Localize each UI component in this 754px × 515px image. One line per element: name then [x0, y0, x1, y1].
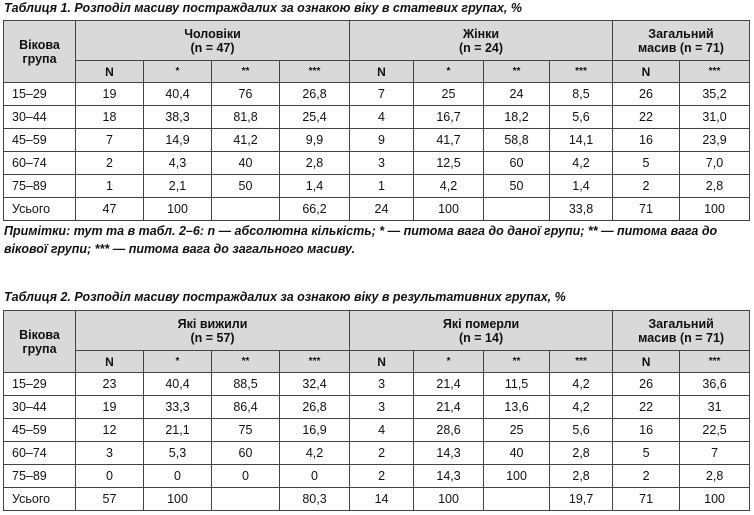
table-row	[4, 465, 750, 488]
table-cell: 50	[212, 175, 280, 198]
men-header: Чоловіки (n = 47)	[76, 21, 350, 61]
table-cell: 18,2	[484, 106, 550, 129]
table-cell: 26,8	[280, 83, 350, 106]
table-cell: 100	[680, 488, 750, 511]
table-cell: 8,5	[550, 83, 613, 106]
table-cell: 38,3	[144, 106, 212, 129]
age-group-cell: 30–44	[4, 106, 76, 129]
table-cell: 25	[484, 419, 550, 442]
table-cell: 100	[680, 198, 750, 221]
total-header: Загальний масив (n = 71)	[613, 311, 750, 351]
subheader-cell: ***	[280, 351, 350, 373]
age-by-sex-table	[3, 20, 750, 221]
table-cell: 3	[76, 442, 144, 465]
table1-caption: Таблиця 1. Розподіл масиву постраждалих за ознакою віку в статевих групах, %	[4, 1, 522, 15]
table-cell: 4,2	[414, 175, 484, 198]
table-cell: 14,3	[414, 465, 484, 488]
table-cell	[212, 198, 280, 221]
subheader-cell: ***	[550, 61, 613, 83]
table-cell: 4	[350, 419, 414, 442]
table-cell: 5,6	[550, 419, 613, 442]
table-cell: 7,0	[680, 152, 750, 175]
table-cell: 5	[613, 442, 680, 465]
table-cell: 81,8	[212, 106, 280, 129]
subheader-cell: N	[613, 351, 680, 373]
age-group-cell: 60–74	[4, 152, 76, 175]
subheader-cell: ***	[680, 351, 750, 373]
table-cell: 4,2	[550, 373, 613, 396]
table-cell	[484, 488, 550, 511]
table-cell: 19	[76, 83, 144, 106]
table-cell: 0	[76, 465, 144, 488]
table-cell: 22	[613, 396, 680, 419]
table-cell: 16	[613, 419, 680, 442]
table-cell: 7	[350, 83, 414, 106]
table-cell: 24	[484, 83, 550, 106]
table-cell: 57	[76, 488, 144, 511]
table-cell: 60	[212, 442, 280, 465]
table-cell: 14,3	[414, 442, 484, 465]
age-group-cell: 75–89	[4, 465, 76, 488]
women-header: Жінки (n = 24)	[350, 21, 613, 61]
table-cell: 32,4	[280, 373, 350, 396]
table-row	[4, 129, 750, 152]
table-cell: 14	[350, 488, 414, 511]
table-cell: 76	[212, 83, 280, 106]
subheader-row	[4, 351, 750, 373]
table-cell: 26,8	[280, 396, 350, 419]
table-cell: 100	[484, 465, 550, 488]
total-header: Загальний масив (n = 71)	[613, 21, 750, 61]
table-cell: 2,1	[144, 175, 212, 198]
table-cell: 40	[484, 442, 550, 465]
table-cell: 7	[76, 129, 144, 152]
table-cell: 19,7	[550, 488, 613, 511]
table-cell	[484, 198, 550, 221]
table-cell: 19	[76, 396, 144, 419]
table-cell: 75	[212, 419, 280, 442]
table-cell: 35,2	[680, 83, 750, 106]
table-cell: 41,7	[414, 129, 484, 152]
table-cell: 9	[350, 129, 414, 152]
table-cell: 25,4	[280, 106, 350, 129]
table-cell: 50	[484, 175, 550, 198]
table-cell: 16	[613, 129, 680, 152]
table-cell: 3	[350, 396, 414, 419]
subheader-cell: N	[350, 351, 414, 373]
table-row	[4, 175, 750, 198]
table-cell: 1,4	[280, 175, 350, 198]
table-cell: 26	[613, 83, 680, 106]
table-row	[4, 83, 750, 106]
table-cell: 2,8	[680, 465, 750, 488]
table-row	[4, 488, 750, 511]
table-cell: 0	[212, 465, 280, 488]
table-cell: 9,9	[280, 129, 350, 152]
subheader-cell: *	[144, 61, 212, 83]
table-cell: 4,2	[550, 152, 613, 175]
age-group-cell: 15–29	[4, 83, 76, 106]
age-group-cell: 60–74	[4, 442, 76, 465]
table-cell: 2	[613, 465, 680, 488]
table-cell: 2	[613, 175, 680, 198]
table-cell: 4,2	[280, 442, 350, 465]
table-cell: 33,3	[144, 396, 212, 419]
subheader-cell: N	[76, 61, 144, 83]
table-cell: 1	[76, 175, 144, 198]
table-cell: 14,9	[144, 129, 212, 152]
table-cell: 2,8	[280, 152, 350, 175]
table-cell: 12,5	[414, 152, 484, 175]
age-group-cell: Усього	[4, 198, 76, 221]
table-cell: 4,3	[144, 152, 212, 175]
table-cell: 71	[613, 198, 680, 221]
table-row	[4, 152, 750, 175]
subheader-cell: **	[484, 61, 550, 83]
age-group-cell: 75–89	[4, 175, 76, 198]
table-cell: 5,6	[550, 106, 613, 129]
age-group-header: Вікова група	[4, 21, 76, 83]
table-cell: 100	[414, 198, 484, 221]
subheader-cell: **	[212, 351, 280, 373]
age-group-cell: 45–59	[4, 419, 76, 442]
table-cell: 22,5	[680, 419, 750, 442]
table2-caption: Таблиця 2. Розподіл масиву постраждалих за ознакою віку в результативних групах, %	[4, 290, 566, 304]
table-cell: 13,6	[484, 396, 550, 419]
table-cell: 80,3	[280, 488, 350, 511]
table-cell: 1,4	[550, 175, 613, 198]
table-cell: 31,0	[680, 106, 750, 129]
table-cell: 100	[414, 488, 484, 511]
table-cell: 41,2	[212, 129, 280, 152]
table-cell: 16,7	[414, 106, 484, 129]
subheader-cell: *	[414, 351, 484, 373]
table-cell: 4,2	[550, 396, 613, 419]
subheader-cell: *	[144, 351, 212, 373]
table-cell: 25	[414, 83, 484, 106]
table-cell: 2	[350, 465, 414, 488]
age-group-header: Вікова група	[4, 311, 76, 373]
table-row	[4, 396, 750, 419]
subheader-cell: N	[613, 61, 680, 83]
table-cell: 66,2	[280, 198, 350, 221]
table-cell: 3	[350, 152, 414, 175]
table-cell: 100	[144, 488, 212, 511]
table-cell: 0	[144, 465, 212, 488]
table-cell: 21,1	[144, 419, 212, 442]
subheader-row	[4, 61, 750, 83]
table-cell: 40	[212, 152, 280, 175]
subheader-cell: ***	[280, 61, 350, 83]
table-cell: 71	[613, 488, 680, 511]
table-row	[4, 106, 750, 129]
table-cell: 26	[613, 373, 680, 396]
subheader-cell: ***	[550, 351, 613, 373]
died-header: Які померли (n = 14)	[350, 311, 613, 351]
table-cell: 16,9	[280, 419, 350, 442]
age-group-cell: 45–59	[4, 129, 76, 152]
subheader-cell: *	[414, 61, 484, 83]
table-cell: 23	[76, 373, 144, 396]
table-cell: 2,8	[550, 442, 613, 465]
table-cell: 18	[76, 106, 144, 129]
table-cell: 2,8	[550, 465, 613, 488]
table-cell	[212, 488, 280, 511]
survived-header: Які вижили (n = 57)	[76, 311, 350, 351]
table-cell: 86,4	[212, 396, 280, 419]
table-cell: 24	[350, 198, 414, 221]
table-row	[4, 442, 750, 465]
subheader-cell: N	[76, 351, 144, 373]
table-cell: 5	[613, 152, 680, 175]
table-cell: 23,9	[680, 129, 750, 152]
age-by-outcome-table	[3, 310, 750, 511]
table-cell: 11,5	[484, 373, 550, 396]
subheader-cell: ***	[680, 61, 750, 83]
age-group-cell: 15–29	[4, 373, 76, 396]
table-cell: 2	[350, 442, 414, 465]
age-group-cell: 30–44	[4, 396, 76, 419]
subheader-cell: **	[212, 61, 280, 83]
table-cell: 21,4	[414, 373, 484, 396]
table-cell: 2	[76, 152, 144, 175]
subheader-cell: **	[484, 351, 550, 373]
age-group-cell: Усього	[4, 488, 76, 511]
table-cell: 60	[484, 152, 550, 175]
table-cell: 33,8	[550, 198, 613, 221]
table-cell: 4	[350, 106, 414, 129]
table-cell: 47	[76, 198, 144, 221]
table-cell: 36,6	[680, 373, 750, 396]
table-row	[4, 198, 750, 221]
table-cell: 58,8	[484, 129, 550, 152]
table-cell: 5,3	[144, 442, 212, 465]
table-cell: 14,1	[550, 129, 613, 152]
table-cell: 31	[680, 396, 750, 419]
table-cell: 7	[680, 442, 750, 465]
table-cell: 40,4	[144, 373, 212, 396]
table-cell: 3	[350, 373, 414, 396]
table-cell: 100	[144, 198, 212, 221]
subheader-cell: N	[350, 61, 414, 83]
table-cell: 22	[613, 106, 680, 129]
table-cell: 40,4	[144, 83, 212, 106]
table-cell: 12	[76, 419, 144, 442]
table-row	[4, 419, 750, 442]
table-cell: 1	[350, 175, 414, 198]
table-cell: 0	[280, 465, 350, 488]
table-row	[4, 373, 750, 396]
table-cell: 28,6	[414, 419, 484, 442]
table-notes: Примітки: тут та в табл. 2–6: n — абсолютна кількість; * — питома вага до даної групи; ** — питома вага до вікової групи; *** — питома вага до загального масиву.	[4, 224, 718, 256]
table-cell: 21,4	[414, 396, 484, 419]
table-cell: 88,5	[212, 373, 280, 396]
table-cell: 2,8	[680, 175, 750, 198]
